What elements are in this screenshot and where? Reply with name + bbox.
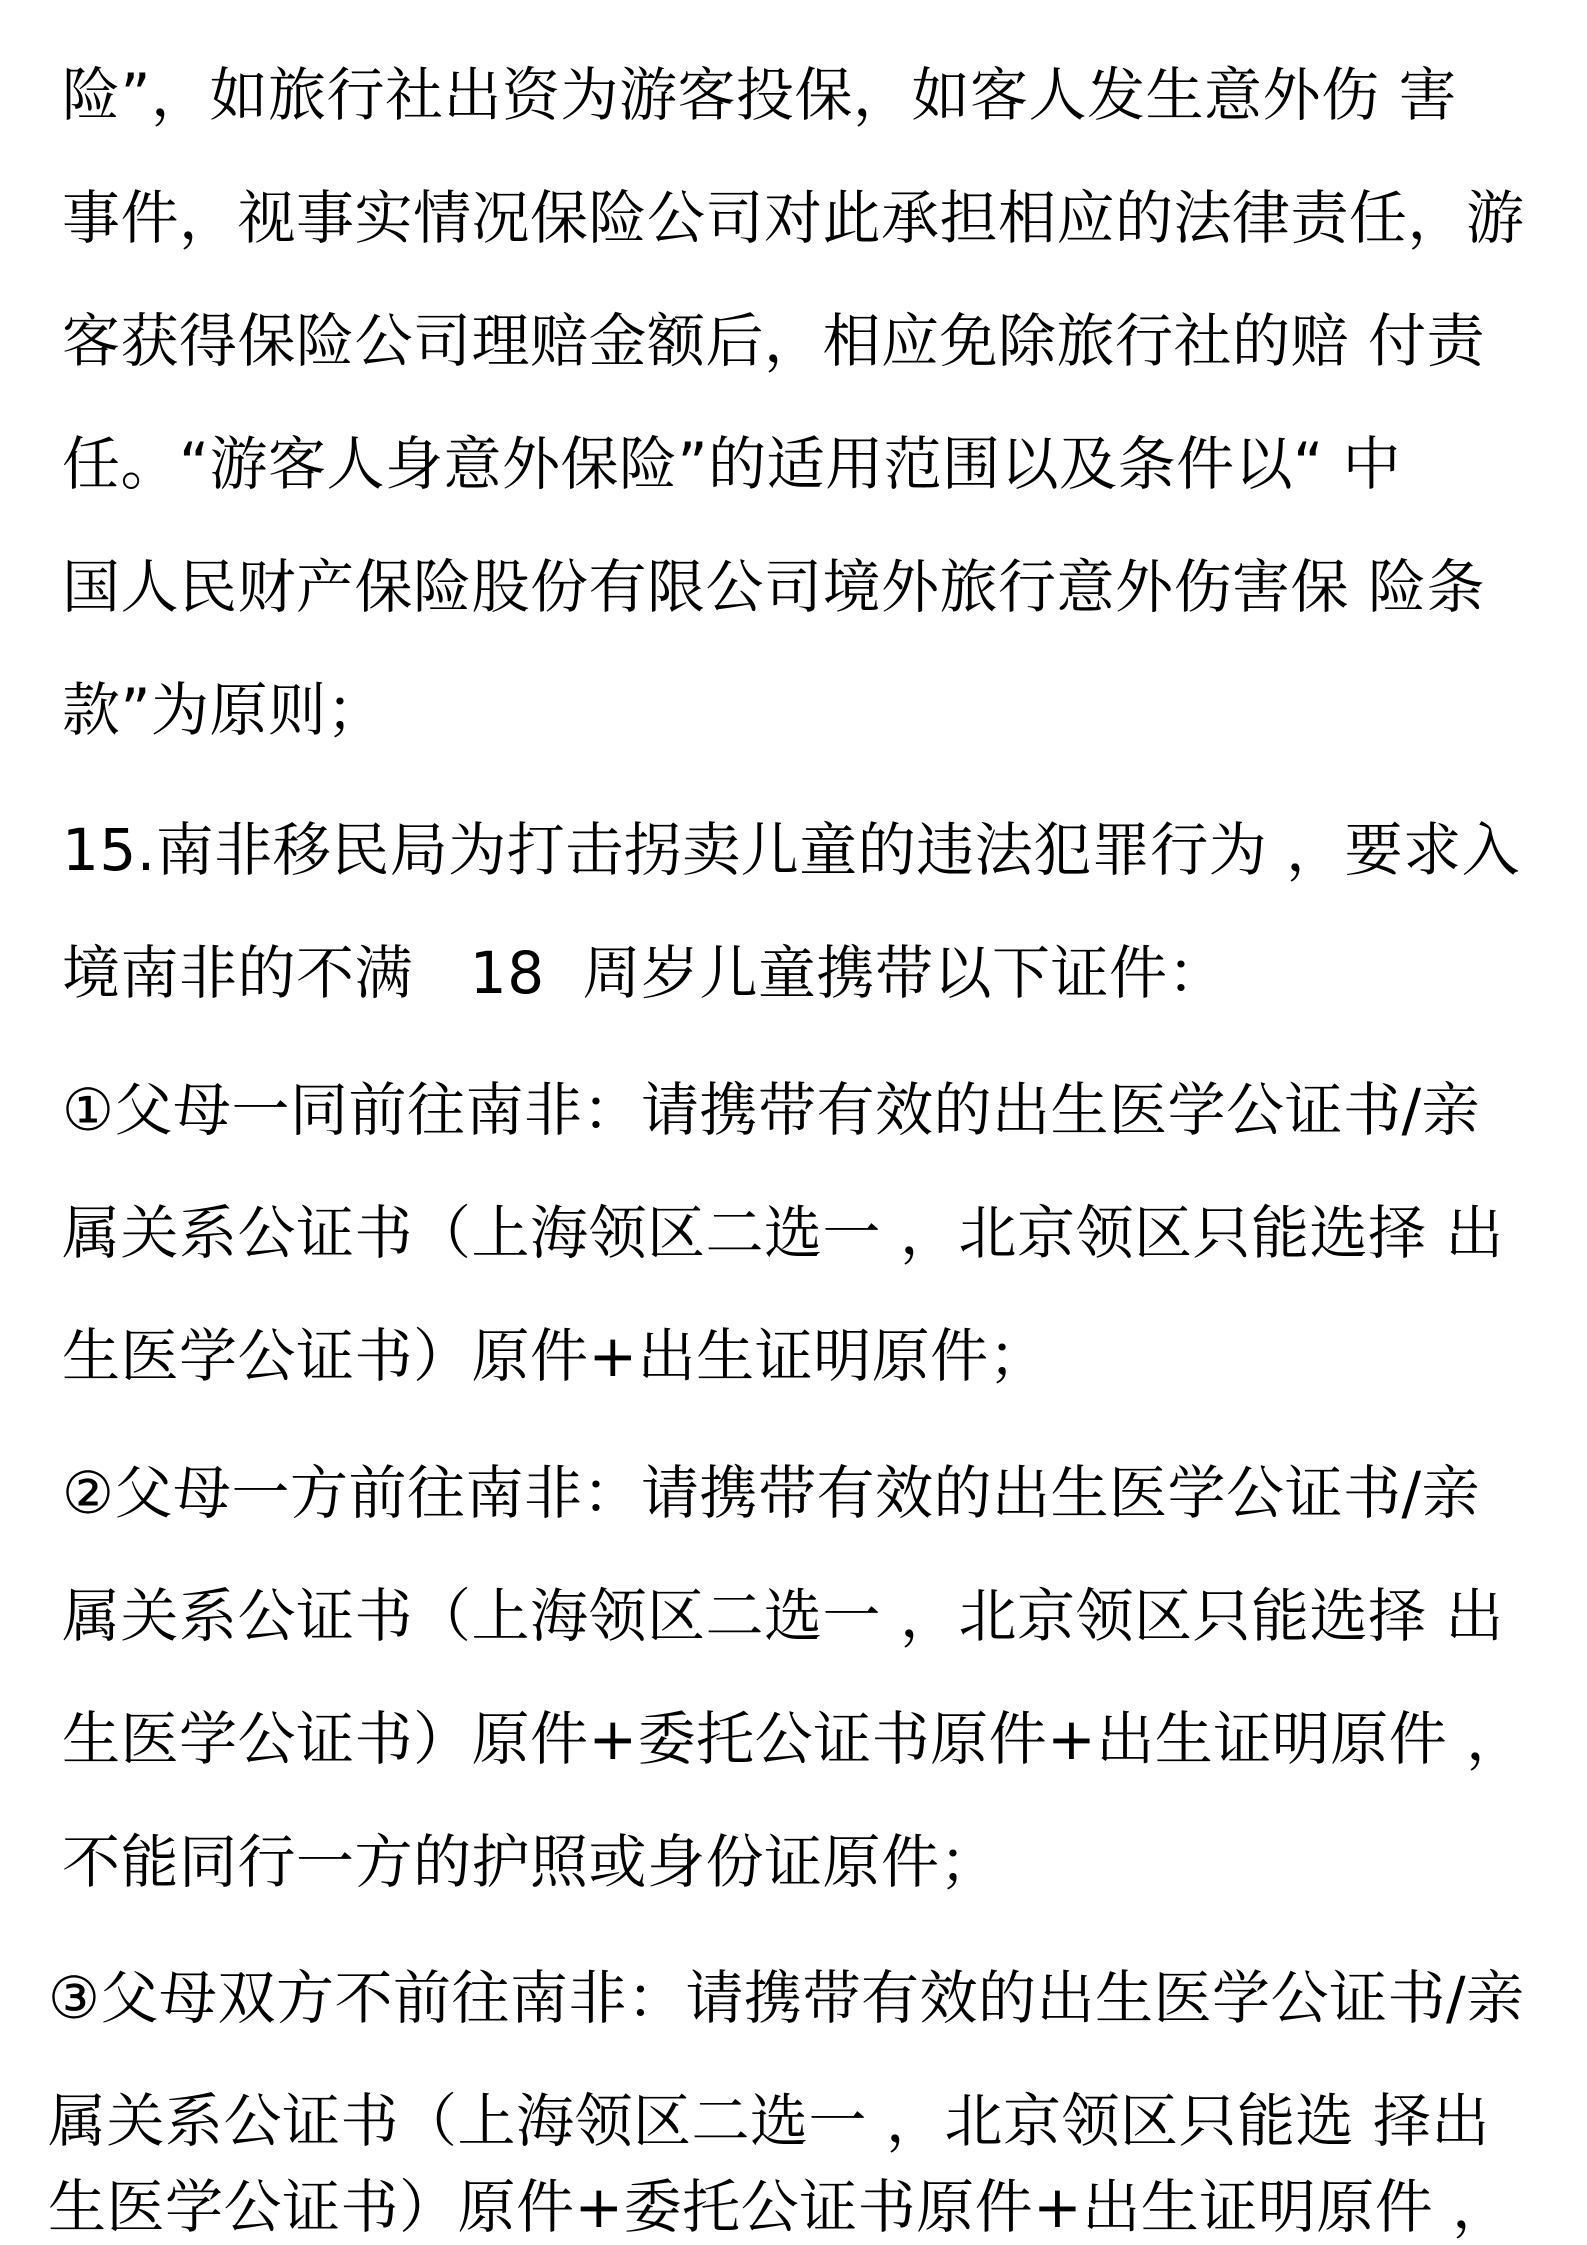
- text-line-9: ①父母一同前往南非：请携带有效的出生医学公证书/亲: [62, 1076, 1481, 1144]
- text-line-12: ②父母一方前往南非：请携带有效的出生医学公证书/亲: [62, 1459, 1481, 1527]
- text-line-3: 客获得保险公司理赔金额后，相应免除旅行社的赔 付责: [62, 307, 1485, 375]
- text-line-8: 境南非的不满 18 周岁儿童携带以下证件：: [62, 939, 1226, 1007]
- text-line-17: 属关系公证书（上海领区二选一 ，北京领区只能选 择出: [48, 2087, 1490, 2155]
- text-line-16: ③父母双方不前往南非：请携带有效的出生医学公证书/亲: [48, 1964, 1525, 2032]
- text-line-2: 事件，视事实情况保险公司对此承担相应的法律责任，游: [62, 184, 1525, 252]
- text-line-6: 款”为原则；: [62, 676, 386, 744]
- text-line-1: 险”，如旅行社出资为游客投保，如客人发生意外伤 害: [62, 61, 1457, 129]
- text-line-4: 任。“游客人身意外保险”的适用范围以及条件以“ 中: [62, 430, 1402, 498]
- text-line-5: 国人民财产保险股份有限公司境外旅行意外伤害保 险条: [62, 553, 1485, 621]
- text-line-15: 不能同行一方的护照或身份证原件；: [62, 1828, 999, 1896]
- text-line-14: 生医学公证书）原件+委托公证书原件+出生证明原件 ，: [62, 1705, 1525, 1773]
- text-line-7: 15.南非移民局为打击拐卖儿童的违法犯罪行为 ，要求入: [62, 816, 1521, 884]
- text-line-10: 属关系公证书（上海领区二选一 ，北京领区只能选择 出: [62, 1199, 1504, 1267]
- text-line-11: 生医学公证书）原件+出生证明原件；: [62, 1322, 1048, 1390]
- text-line-13: 属关系公证书（上海领区二选一 ，北京领区只能选择 出: [62, 1582, 1504, 1650]
- text-line-18: 生医学公证书）原件+委托公证书原件+出生证明原件 ，: [48, 2173, 1511, 2241]
